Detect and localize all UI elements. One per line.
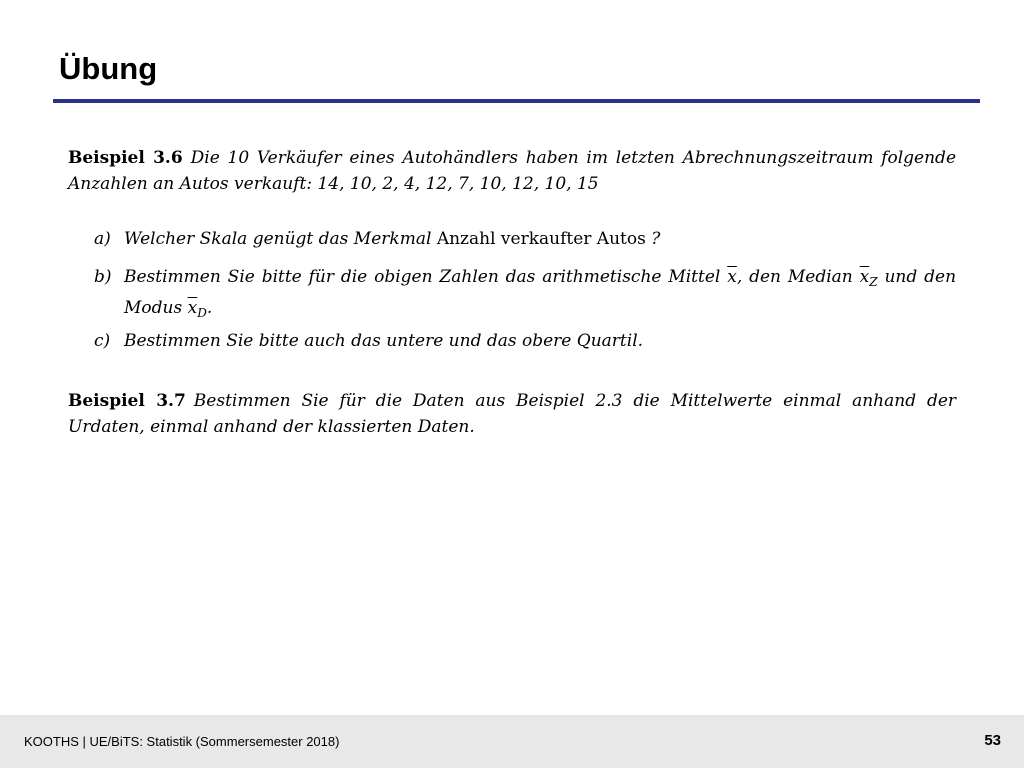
exercise-3-6	[68, 145, 956, 197]
item-b-text-mid: , den Median	[736, 267, 853, 287]
item-c-marker: c)	[94, 331, 111, 351]
exercise-3-7-text: Bestimmen Sie für die Daten aus Beispiel 2.3 die Mittelwerte einmal anhand der Urdaten, einmal anhand der klassierten Daten.	[68, 391, 957, 437]
exercise-3-6-item-c	[94, 328, 956, 354]
footer-text: KOOTHS | UE/BiTS: Statistik (Sommersemester 2018)	[24, 734, 340, 749]
item-c-text: Bestimmen Sie bitte auch das untere und das obere Quartil.	[124, 331, 644, 351]
item-b-text-before: Bestimmen Sie bitte für die obigen Zahlen das arithmetische Mittel	[124, 267, 721, 287]
exercise-3-6-statement	[68, 145, 956, 197]
exercise-3-7-label: Beispiel 3.7	[68, 391, 186, 411]
median-subscript: Z	[869, 275, 878, 289]
page-number: 53	[984, 732, 1001, 749]
footer-bar	[0, 715, 1024, 768]
exercise-3-6-item-a	[94, 226, 956, 252]
mode-subscript: D	[197, 306, 207, 320]
slide-title: Übung	[59, 51, 158, 86]
item-b-text-after: .	[206, 298, 213, 318]
mean-symbol: $\overline{x}$	[727, 267, 737, 287]
title-divider	[53, 99, 980, 103]
item-a-text-after: ?	[651, 229, 661, 249]
exercise-3-7-statement	[68, 388, 956, 440]
exercise-3-6-label: Beispiel 3.6	[68, 148, 183, 168]
item-b-text-mid2: und den Modus	[124, 267, 957, 318]
exercise-3-6-text: Die 10 Verkäufer eines Autohändlers haben im letzten Abrechnungszeitraum folgende Anzahlen an Autos verkauft: 14, 10, 2, 4, 12, 7, 10, 12, 10, 15	[68, 148, 956, 194]
item-b-text	[124, 264, 956, 326]
exercise-3-6-item-b	[94, 264, 956, 326]
item-b-marker: b)	[94, 267, 112, 287]
item-a-text-upright: Anzahl verkaufter Autos	[436, 229, 646, 249]
exercise-3-7	[68, 388, 956, 440]
item-a-text	[124, 226, 956, 252]
item-a-marker: a)	[94, 229, 111, 249]
median-symbol: $\overline{x}$	[859, 267, 870, 287]
item-a-text-before: Welcher Skala genügt das Merkmal	[124, 229, 432, 249]
mode-symbol: $\overline{x}$	[187, 298, 198, 318]
